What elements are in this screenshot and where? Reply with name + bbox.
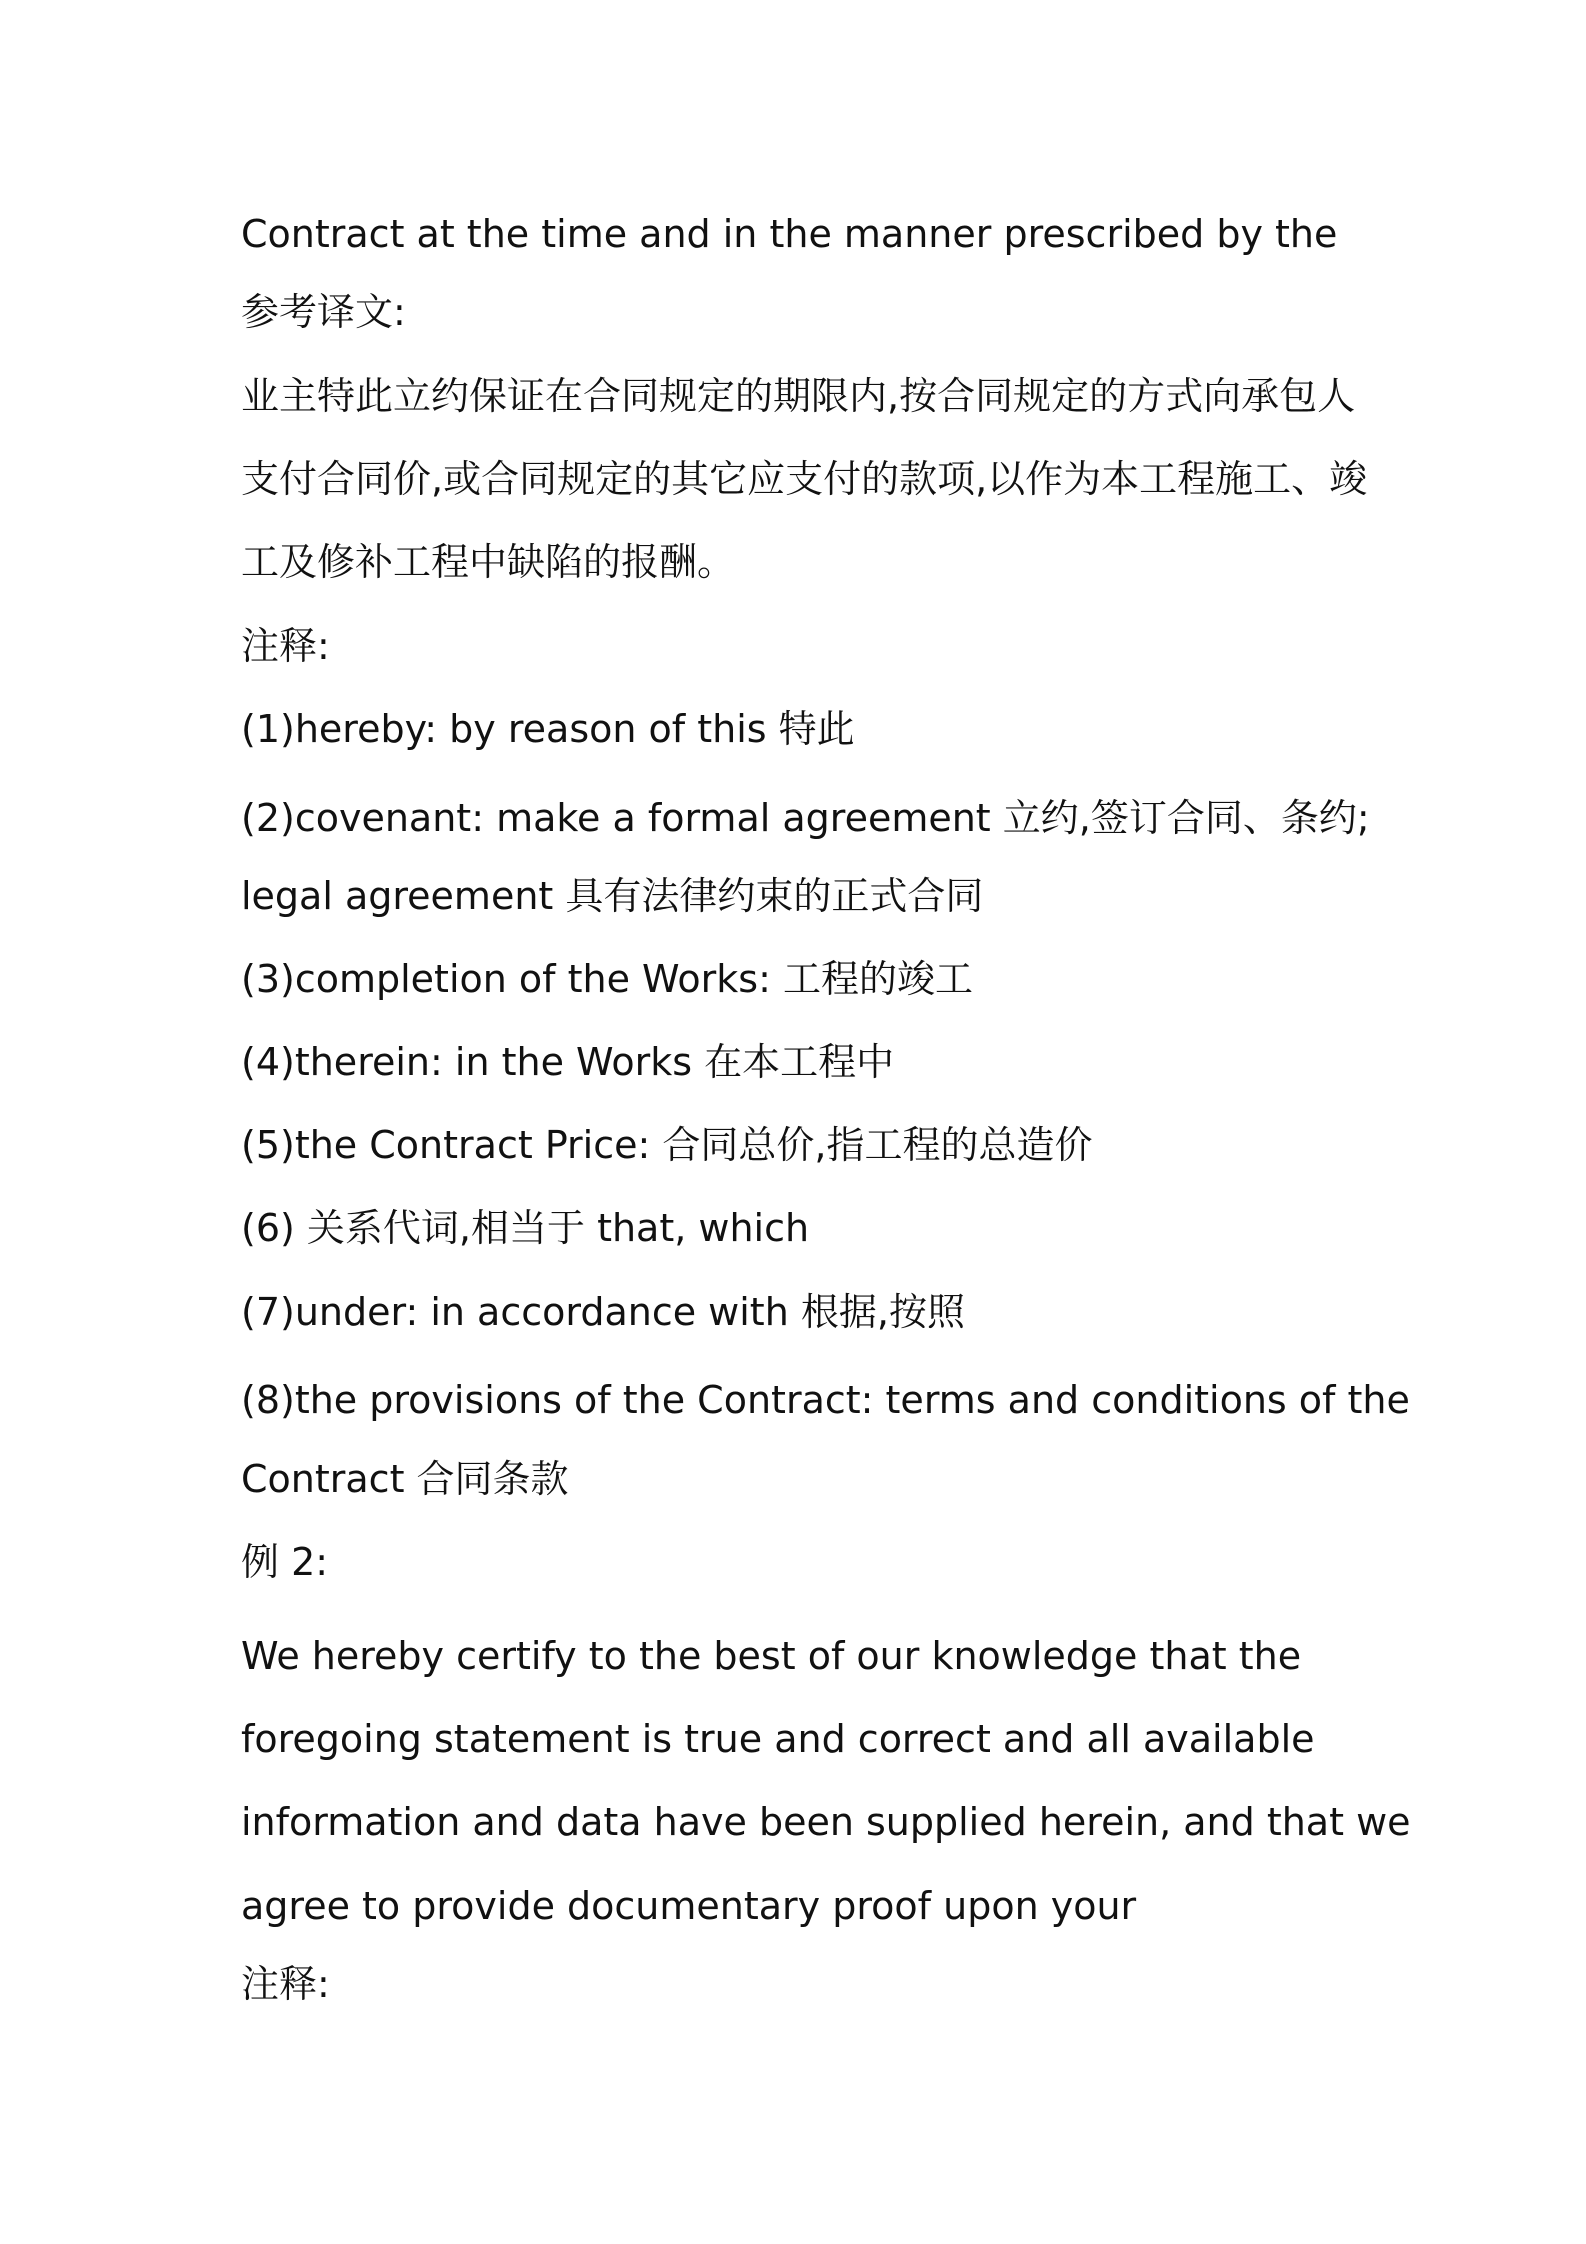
- text-line-12: (5)the Contract Price: 合同总价,指工程的总造价: [241, 1123, 1093, 1167]
- text-line-17: 例 2:: [241, 1540, 329, 1584]
- text-line-22: 注释:: [241, 1962, 330, 2006]
- text-line-19: foregoing statement is true and correct and all available: [241, 1717, 1315, 1761]
- text-line-16: Contract 合同条款: [241, 1457, 569, 1501]
- text-line-10: (3)completion of the Works: 工程的竣工: [241, 957, 973, 1001]
- text-line-20: information and data have been supplied herein, and that we: [241, 1800, 1411, 1844]
- text-line-11: (4)therein: in the Works 在本工程中: [241, 1040, 895, 1084]
- text-line-5: 工及修补工程中缺陷的报酬。: [241, 540, 736, 584]
- text-line-3: 业主特此立约保证在合同规定的期限内,按合同规定的方式向承包人: [241, 374, 1356, 418]
- text-line-1: Contract at the time and in the manner prescribed by the: [241, 212, 1338, 256]
- text-line-9: legal agreement 具有法律约束的正式合同: [241, 874, 984, 918]
- text-line-6: 注释:: [241, 624, 330, 668]
- text-line-21: agree to provide documentary proof upon your: [241, 1884, 1137, 1928]
- text-line-4: 支付合同价,或合同规定的其它应支付的款项,以作为本工程施工、竣: [241, 457, 1368, 501]
- text-line-14: (7)under: in accordance with 根据,按照: [241, 1290, 965, 1334]
- text-line-8: (2)covenant: make a formal agreement 立约,签订合同、条约;: [241, 796, 1370, 840]
- text-line-7: (1)hereby: by reason of this 特此: [241, 707, 855, 751]
- text-line-13: (6) 关系代词,相当于 that, which: [241, 1206, 810, 1250]
- text-line-2: 参考译文:: [241, 290, 406, 334]
- text-line-18: We hereby certify to the best of our knowledge that the: [241, 1634, 1302, 1678]
- text-line-15: (8)the provisions of the Contract: terms and conditions of the: [241, 1378, 1410, 1422]
